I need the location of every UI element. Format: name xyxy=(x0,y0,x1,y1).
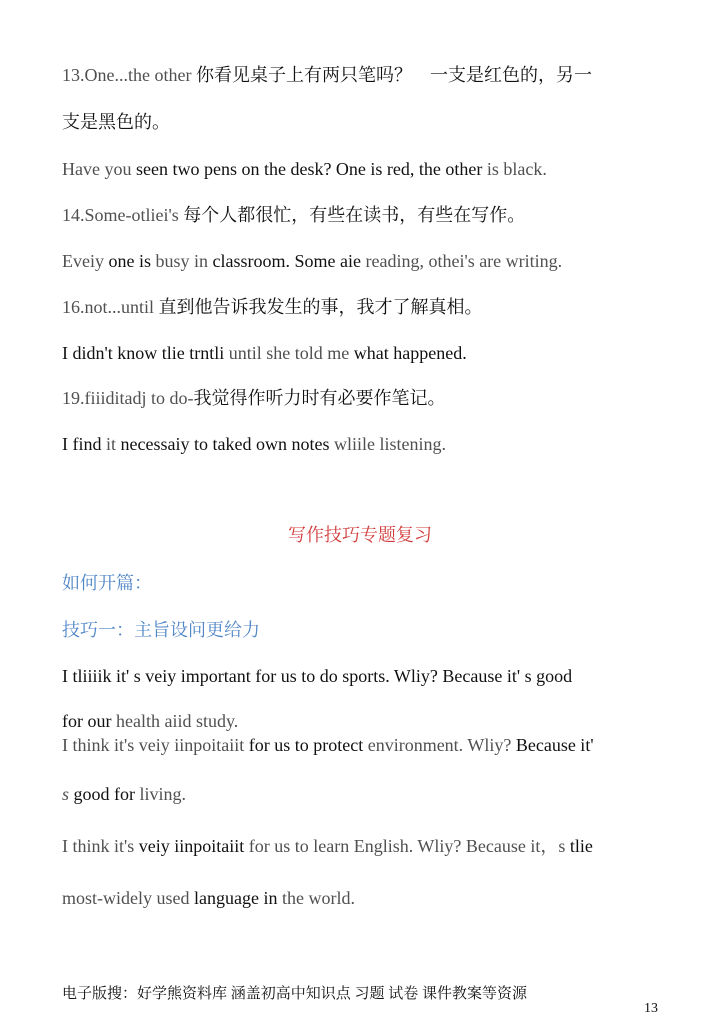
item-13-heading-cont xyxy=(62,110,170,134)
text-segment: s xyxy=(62,784,74,804)
text-segment: for us to learn English. Wliy? Because it，s xyxy=(248,836,570,856)
phrase: 13.One...the other xyxy=(62,65,196,85)
item-19-heading xyxy=(62,386,445,410)
text-segment: what happened. xyxy=(353,343,467,363)
item-14-heading xyxy=(62,203,525,227)
phrase: 14.Some-otliei's xyxy=(62,205,184,225)
text-segment: necessaiy to taked own notes xyxy=(120,434,334,454)
text-segment: health aiid study. xyxy=(115,711,239,731)
subheading-opening: 如何开篇： xyxy=(62,573,152,593)
chinese-text: 直到他告诉我发生的事，我才了解真相。 xyxy=(158,297,483,317)
chinese-text: 支是黑色的。 xyxy=(62,112,170,132)
text-segment: wliile listening. xyxy=(333,434,446,454)
chinese-text: 我觉得作听力时有必要作笔记。 xyxy=(193,388,446,408)
paragraph-line xyxy=(62,782,186,806)
text-segment: seen two pens on the desk? One is red, the other xyxy=(135,159,487,179)
text-segment: I think it's veiy iinpoitaiit xyxy=(62,735,249,755)
text-segment: most-widely used xyxy=(62,888,194,908)
chinese-text: 每个人都很忙，有些在读书，有些在写作。 xyxy=(183,205,526,225)
text-segment: for our xyxy=(62,711,116,731)
text-segment: veiy iinpoitaiit xyxy=(138,836,249,856)
text-segment: tlie xyxy=(569,836,593,856)
paragraph-line xyxy=(62,709,238,733)
phrase: 19.fiiiditadj to do- xyxy=(62,388,194,408)
chinese-text: 你看见桌子上有两只笔吗？ 一支是红色的，另一 xyxy=(195,65,592,85)
item-13-heading xyxy=(62,63,592,87)
text-segment: reading, othei's are writing. xyxy=(365,251,563,271)
text-segment: busy in xyxy=(155,251,213,271)
paragraph-line xyxy=(62,733,594,757)
text-segment: until she told me xyxy=(228,343,354,363)
page-number: 13 xyxy=(644,1001,658,1016)
item-13-example xyxy=(62,157,547,181)
text-segment: I didn't know tlie trntli xyxy=(62,343,229,363)
phrase: 16.not...until xyxy=(62,297,159,317)
text-segment: living. xyxy=(139,784,187,804)
text-segment: good for xyxy=(73,784,140,804)
subheading-technique-1: 技巧一：主旨设问更给力 xyxy=(62,620,260,640)
text-segment: language in xyxy=(194,888,282,908)
text-segment: for us to protect xyxy=(248,735,368,755)
text-segment: I find xyxy=(62,434,106,454)
item-16-heading xyxy=(62,295,483,319)
section-title: 写作技巧专题复习 xyxy=(288,525,432,545)
footer-text: 电子版搜：好学熊资料库 涵盖初高中知识点 习题 试卷 课件教案等资源 xyxy=(62,986,528,1002)
text-segment: classroom. Some aie xyxy=(212,251,366,271)
paragraph-line xyxy=(62,886,355,910)
text-segment: world. xyxy=(308,888,355,908)
text-segment: environment. Wliy? xyxy=(367,735,516,755)
text-segment: I tliiiik it' s veiy important for us to do sports. Wliy? Because it' s good xyxy=(62,666,573,686)
text-segment: is black. xyxy=(486,159,547,179)
item-16-example xyxy=(62,341,467,365)
text-segment: I think it's xyxy=(62,836,139,856)
text-segment: it xyxy=(106,434,121,454)
text-segment: Eveiy xyxy=(62,251,109,271)
paragraph-line xyxy=(62,834,593,858)
text-segment: Because it' xyxy=(515,735,594,755)
text-segment: the xyxy=(281,888,309,908)
text-segment: Have you xyxy=(62,159,136,179)
item-14-example xyxy=(62,249,562,273)
paragraph-line xyxy=(62,664,572,688)
item-19-example xyxy=(62,432,446,456)
text-segment: one is xyxy=(108,251,156,271)
